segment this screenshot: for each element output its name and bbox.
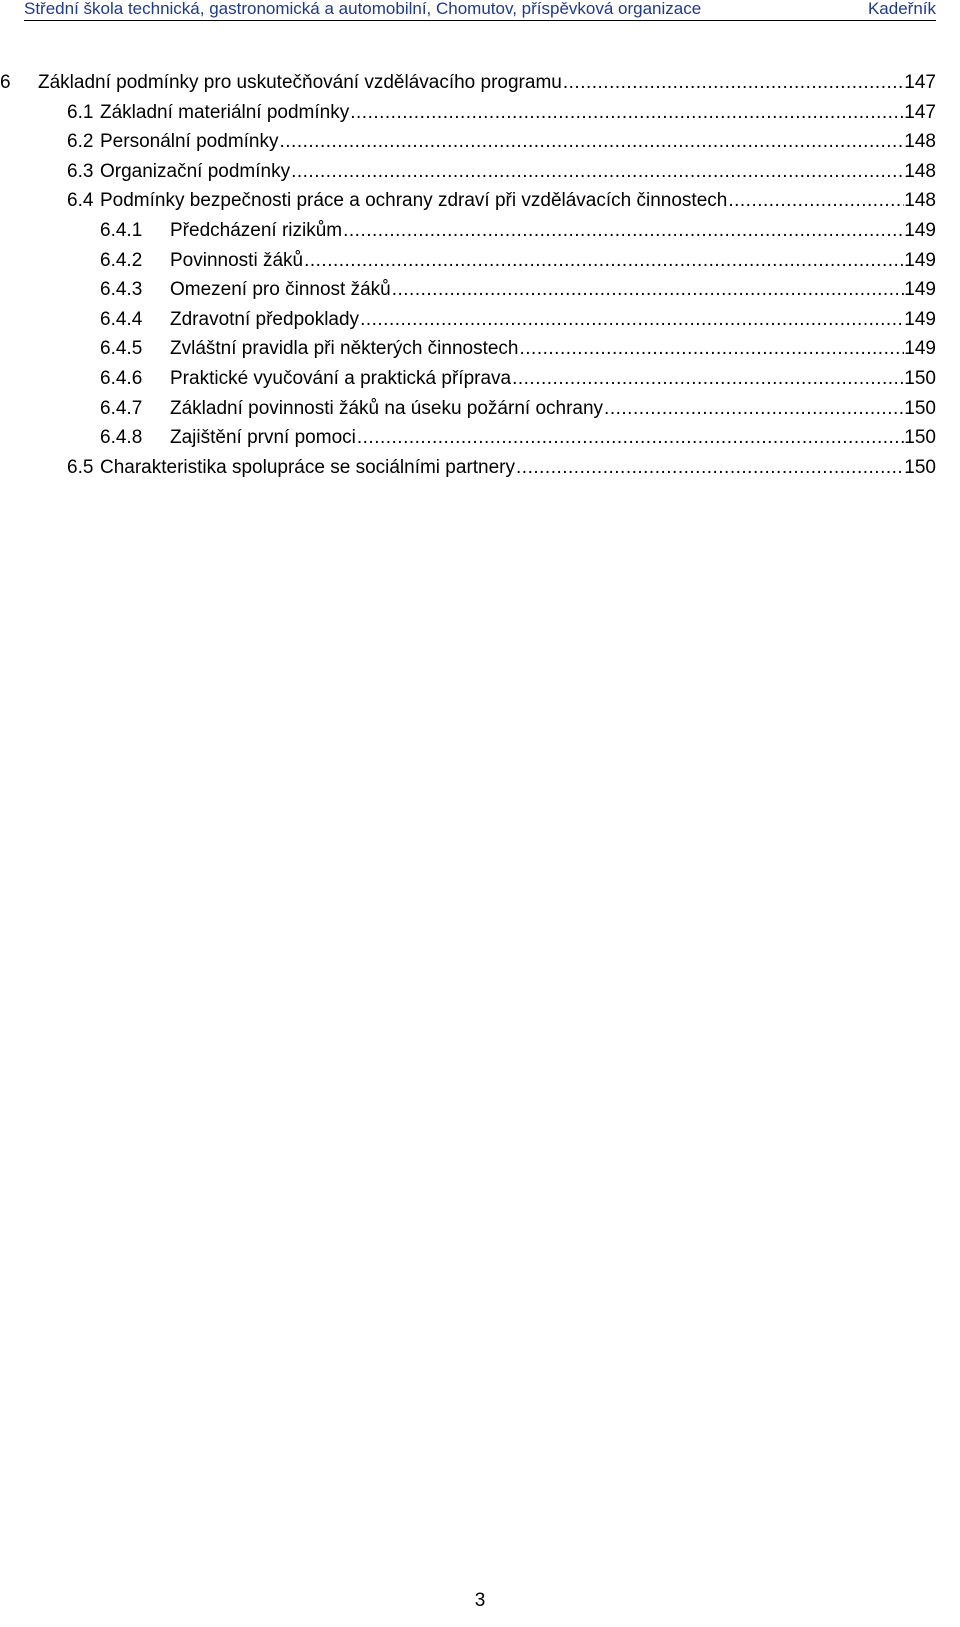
- toc-entry-number: 6.2: [67, 131, 94, 153]
- toc-entry[interactable]: [0, 457, 960, 487]
- toc-entry-page: 149: [904, 219, 936, 241]
- toc-dot-leader: [290, 161, 904, 183]
- toc-entry-number: 6.1: [67, 101, 94, 123]
- toc-entry-number: 6.4.8: [100, 427, 143, 449]
- toc-entry-page: 148: [904, 160, 936, 182]
- page-number: 3: [474, 1590, 486, 1611]
- toc-entry-page: 147: [904, 101, 936, 123]
- toc-dot-leader: [342, 220, 904, 242]
- toc-entry[interactable]: [0, 220, 960, 250]
- toc-entry-number: 6.4.3: [100, 279, 143, 301]
- toc-entry[interactable]: [0, 338, 960, 368]
- toc-entry-page: 147: [904, 72, 936, 93]
- page-header: [24, 0, 936, 21]
- toc-entry[interactable]: [0, 279, 960, 309]
- toc-entry-title: Zvláštní pravidla při některých činnostech: [170, 338, 519, 360]
- toc-dot-leader: [515, 457, 904, 479]
- toc-entry-page: 149: [904, 279, 936, 301]
- toc-entry-title: Zdravotní předpoklady: [170, 308, 360, 330]
- toc-entry[interactable]: [0, 250, 960, 280]
- toc-entry-page: 150: [904, 427, 936, 449]
- toc-entry-number: 6.4.6: [100, 367, 143, 389]
- toc-dot-leader: [603, 398, 904, 420]
- toc-entry[interactable]: [0, 309, 960, 339]
- toc-entry-page: 148: [904, 190, 936, 212]
- toc-entry-number: 6.4: [67, 190, 94, 212]
- toc-entry-number: 6.4.1: [100, 219, 143, 241]
- toc-entry[interactable]: [0, 102, 960, 132]
- toc-entry[interactable]: [0, 161, 960, 191]
- toc-entry[interactable]: [0, 72, 960, 102]
- toc-entry-page: 150: [904, 456, 936, 478]
- toc-entry-number: 6.4.2: [100, 249, 143, 271]
- toc-entry-page: 148: [904, 131, 936, 153]
- toc-dot-leader: [727, 190, 904, 212]
- toc-entry-title: Zajištění první pomoci: [170, 427, 356, 449]
- toc-entry-title: Personální podmínky: [100, 131, 279, 153]
- header-program-name: Kadeřník: [867, 0, 936, 18]
- toc-entry[interactable]: [0, 427, 960, 457]
- toc-dot-leader: [303, 250, 904, 272]
- toc-entry-page: 149: [904, 249, 936, 271]
- toc-entry-number: 6.4.7: [100, 397, 143, 419]
- toc-dot-leader: [359, 309, 904, 331]
- toc-dot-leader: [519, 338, 905, 360]
- toc-dot-leader: [279, 131, 905, 153]
- toc-entry-title: Základní podmínky pro uskutečňování vzdělávacího programu: [38, 72, 562, 93]
- toc-dot-leader: [356, 427, 904, 449]
- toc-entry-title: Charakteristika spolupráce se sociálními partnery: [100, 456, 516, 478]
- toc-entry-title: Organizační podmínky: [100, 160, 291, 182]
- toc-entry-page: 149: [904, 308, 936, 330]
- toc-entry-title: Praktické vyučování a praktická příprava: [170, 367, 512, 389]
- toc-entry[interactable]: [0, 368, 960, 398]
- toc-entry[interactable]: [0, 398, 960, 428]
- toc-entry-number: 6: [0, 72, 11, 93]
- toc-entry-title: Podmínky bezpečnosti práce a ochrany zdraví při vzdělávacích činnostech: [100, 190, 728, 212]
- toc-entry-page: 150: [904, 367, 936, 389]
- toc-entry-number: 6.4.5: [100, 338, 143, 360]
- toc-entry-number: 6.4.4: [100, 308, 143, 330]
- toc-entry[interactable]: [0, 190, 960, 220]
- toc-entry-title: Základní materiální podmínky: [100, 101, 350, 123]
- table-of-contents: [0, 72, 960, 486]
- toc-entry-title: Předcházení rizikům: [170, 219, 343, 241]
- toc-dot-leader: [511, 368, 904, 390]
- toc-entry-title: Omezení pro činnost žáků: [170, 279, 391, 301]
- toc-entry-title: Povinnosti žáků: [170, 249, 304, 271]
- header-school-name: Střední škola technická, gastronomická a automobilní, Chomutov, příspěvková organizace: [24, 0, 702, 18]
- toc-entry-title: Základní povinnosti žáků na úseku požární ochrany: [170, 397, 604, 419]
- toc-entry-number: 6.5: [67, 456, 94, 478]
- toc-entry[interactable]: [0, 131, 960, 161]
- toc-dot-leader: [349, 102, 904, 124]
- toc-dot-leader: [391, 279, 905, 301]
- toc-entry-number: 6.3: [67, 160, 94, 182]
- toc-entry-page: 149: [904, 338, 936, 360]
- toc-entry-page: 150: [904, 397, 936, 419]
- toc-dot-leader: [562, 72, 904, 94]
